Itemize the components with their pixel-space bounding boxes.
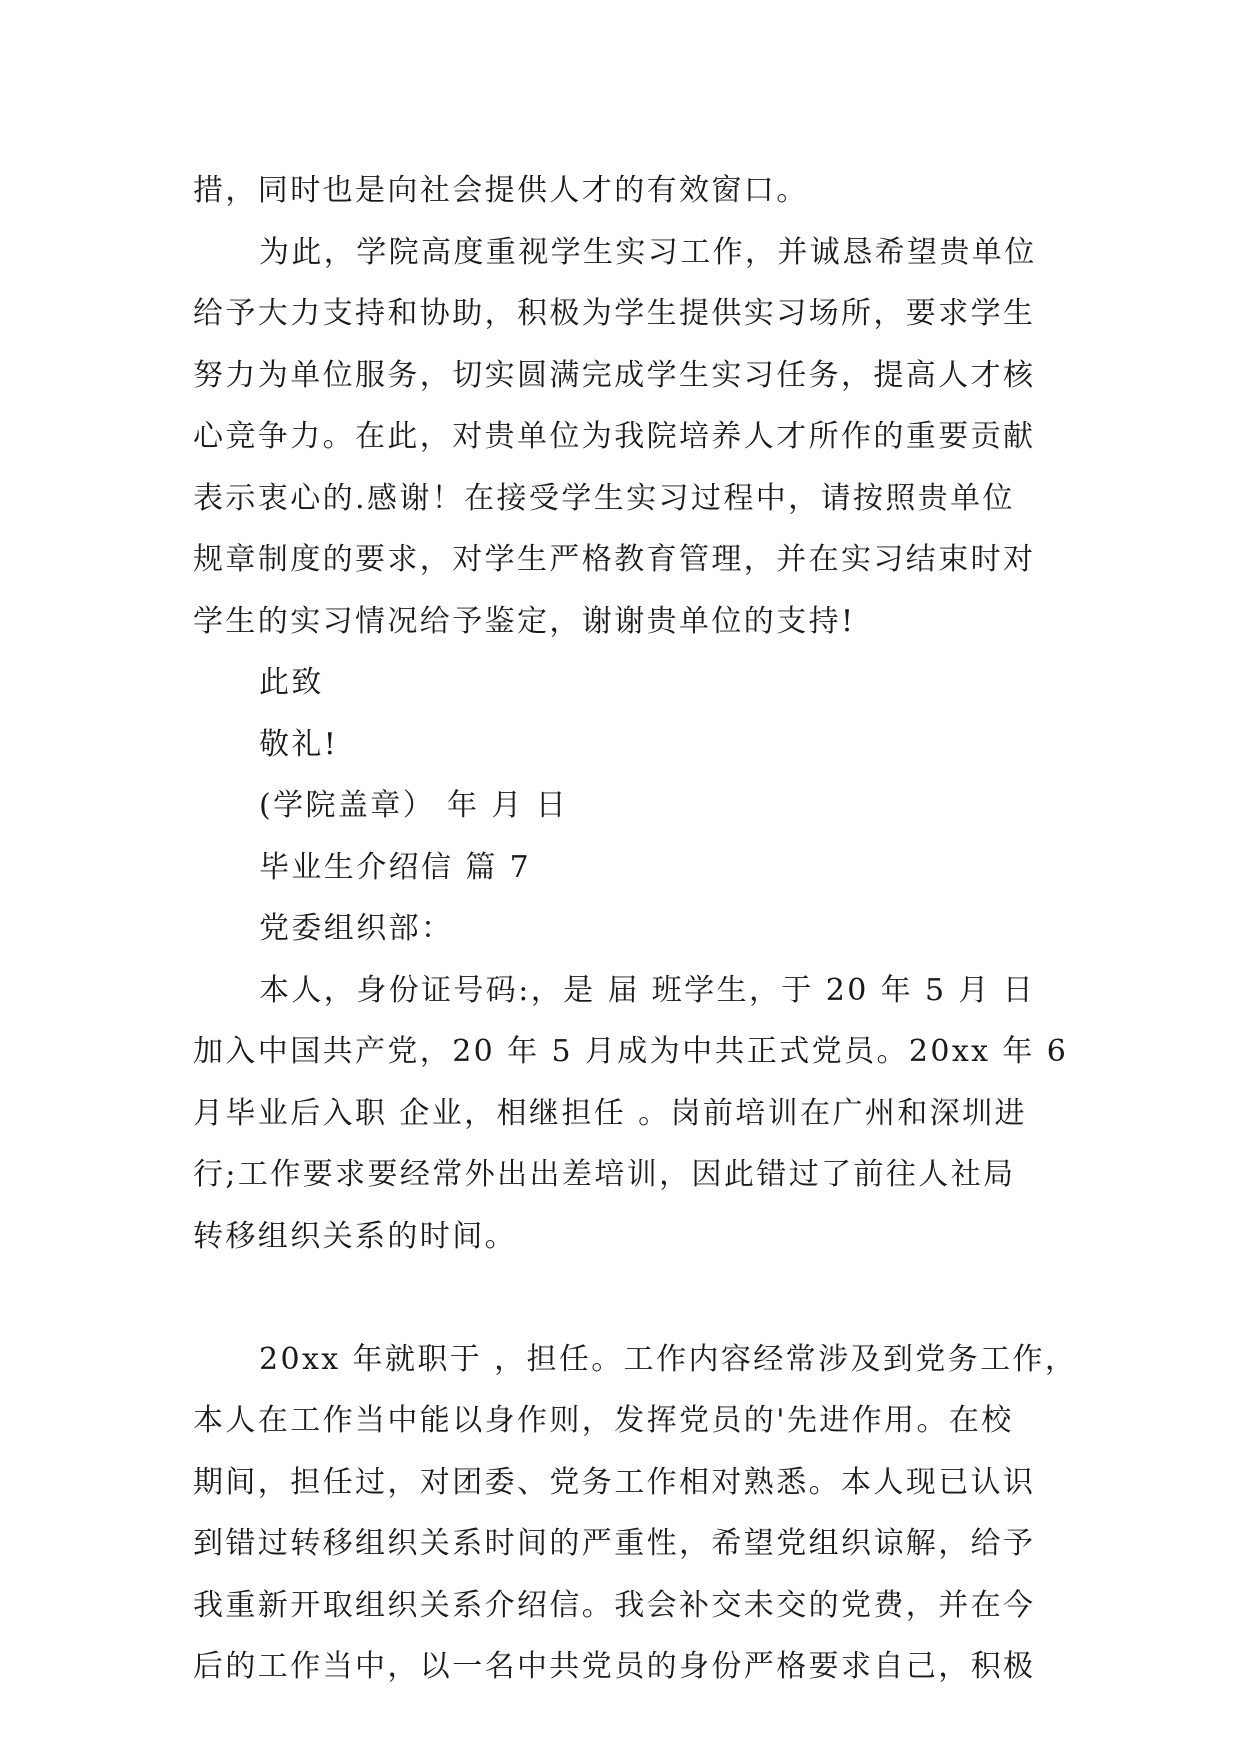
text-line: 给予大力支持和协助，积极为学生提供实习场所，要求学生 [193,296,1036,331]
text-line: 月毕业后入职 企业，相继担任 。岗前培训在广州和深圳进 [193,1095,1027,1131]
text-line: 本人，身份证号码:，是 届 班学生，于 20 年 5 月 日 [259,972,1036,1008]
text-line: 转移组织关系的时间。 [193,1218,517,1254]
text-line: 心竞争力。在此，对贵单位为我院培养人才所作的重要贡献 [193,419,1036,454]
text-line: 此致 [259,665,324,700]
text-line: (学院盖章） 年 月 日 [259,788,569,823]
text-line: 规章制度的要求，对学生严格教育管理，并在实习结束时对 [193,542,1036,577]
text-line: 到错过转移组织关系时间的严重性，希望党组织谅解，给予 [193,1526,1036,1561]
text-line: 为此，学院高度重视学生实习工作，并诚恳希望贵单位 [259,234,1037,270]
text-line: 后的工作当中，以一名中共党员的身份严格要求自己，积极 [193,1649,1036,1684]
text-line: 表示衷心的.感谢！在接受学生实习过程中，请按照贵单位 [193,480,1015,516]
text-line: 我重新开取组织关系介绍信。我会补交未交的党费，并在今 [193,1587,1036,1623]
document-body [193,160,1078,1698]
text-line: 20xx 年就职于 ，担任。工作内容经常涉及到党务工作， [259,1341,1078,1377]
text-line: 学生的实习情况给予鉴定，谢谢贵单位的支持! [193,603,856,639]
text-line: 期间，担任过，对团委、党务工作相对熟悉。本人现已认识 [193,1464,1036,1500]
text-line: 加入中国共产党，20 年 5 月成为中共正式党员。20xx 年 6 [193,1034,1069,1069]
text-line: 毕业生介绍信 篇 7 [259,849,532,885]
text-line: 本人在工作当中能以身作则，发挥党员的'先进作用。在校 [193,1403,1014,1438]
text-line: 行;工作要求要经常外出出差培训，因此错过了前往人社局 [193,1157,1016,1192]
text-line: 措，同时也是向社会提供人才的有效窗口。 [193,173,809,208]
text-line: 努力为单位服务，切实圆满完成学生实习任务，提高人才核 [193,357,1036,393]
blank-line [193,1267,1053,1329]
text-line: 党委组织部： [259,911,454,946]
text-line: 敬礼! [259,726,339,762]
